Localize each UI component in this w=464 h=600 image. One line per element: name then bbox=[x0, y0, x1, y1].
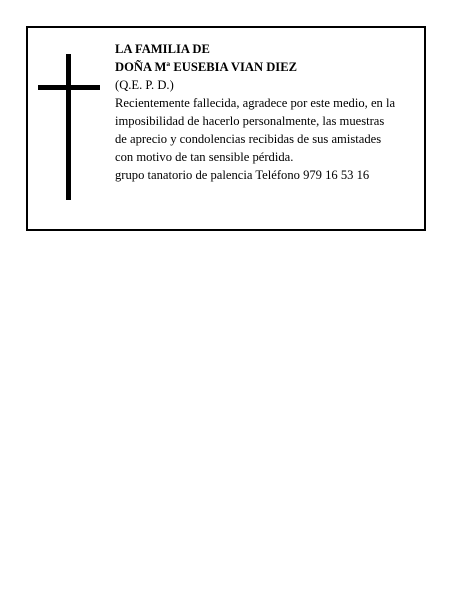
family-heading: LA FAMILIA DE bbox=[115, 42, 210, 56]
notice-text-block bbox=[115, 40, 423, 184]
message-line: imposibilidad de hacerlo personalmente, las muestras bbox=[115, 114, 385, 128]
message-line: de aprecio y condolencias recibidas de sus amistades bbox=[115, 132, 382, 146]
deceased-name: DOÑA Mª EUSEBIA VIAN DIEZ bbox=[115, 60, 297, 74]
latin-cross-icon bbox=[38, 54, 100, 200]
message-line: Recientemente fallecida, agradece por este medio, en la bbox=[115, 96, 396, 110]
funeral-home-contact: grupo tanatorio de palencia Teléfono 979 16 53 16 bbox=[115, 168, 370, 182]
rest-in-peace-abbreviation: (Q.E. P. D.) bbox=[115, 78, 174, 92]
cross-vertical-bar bbox=[66, 54, 71, 200]
obituary-notice bbox=[26, 26, 426, 231]
message-line: con motivo de tan sensible pérdida. bbox=[115, 150, 294, 164]
cross-horizontal-bar bbox=[38, 85, 100, 90]
